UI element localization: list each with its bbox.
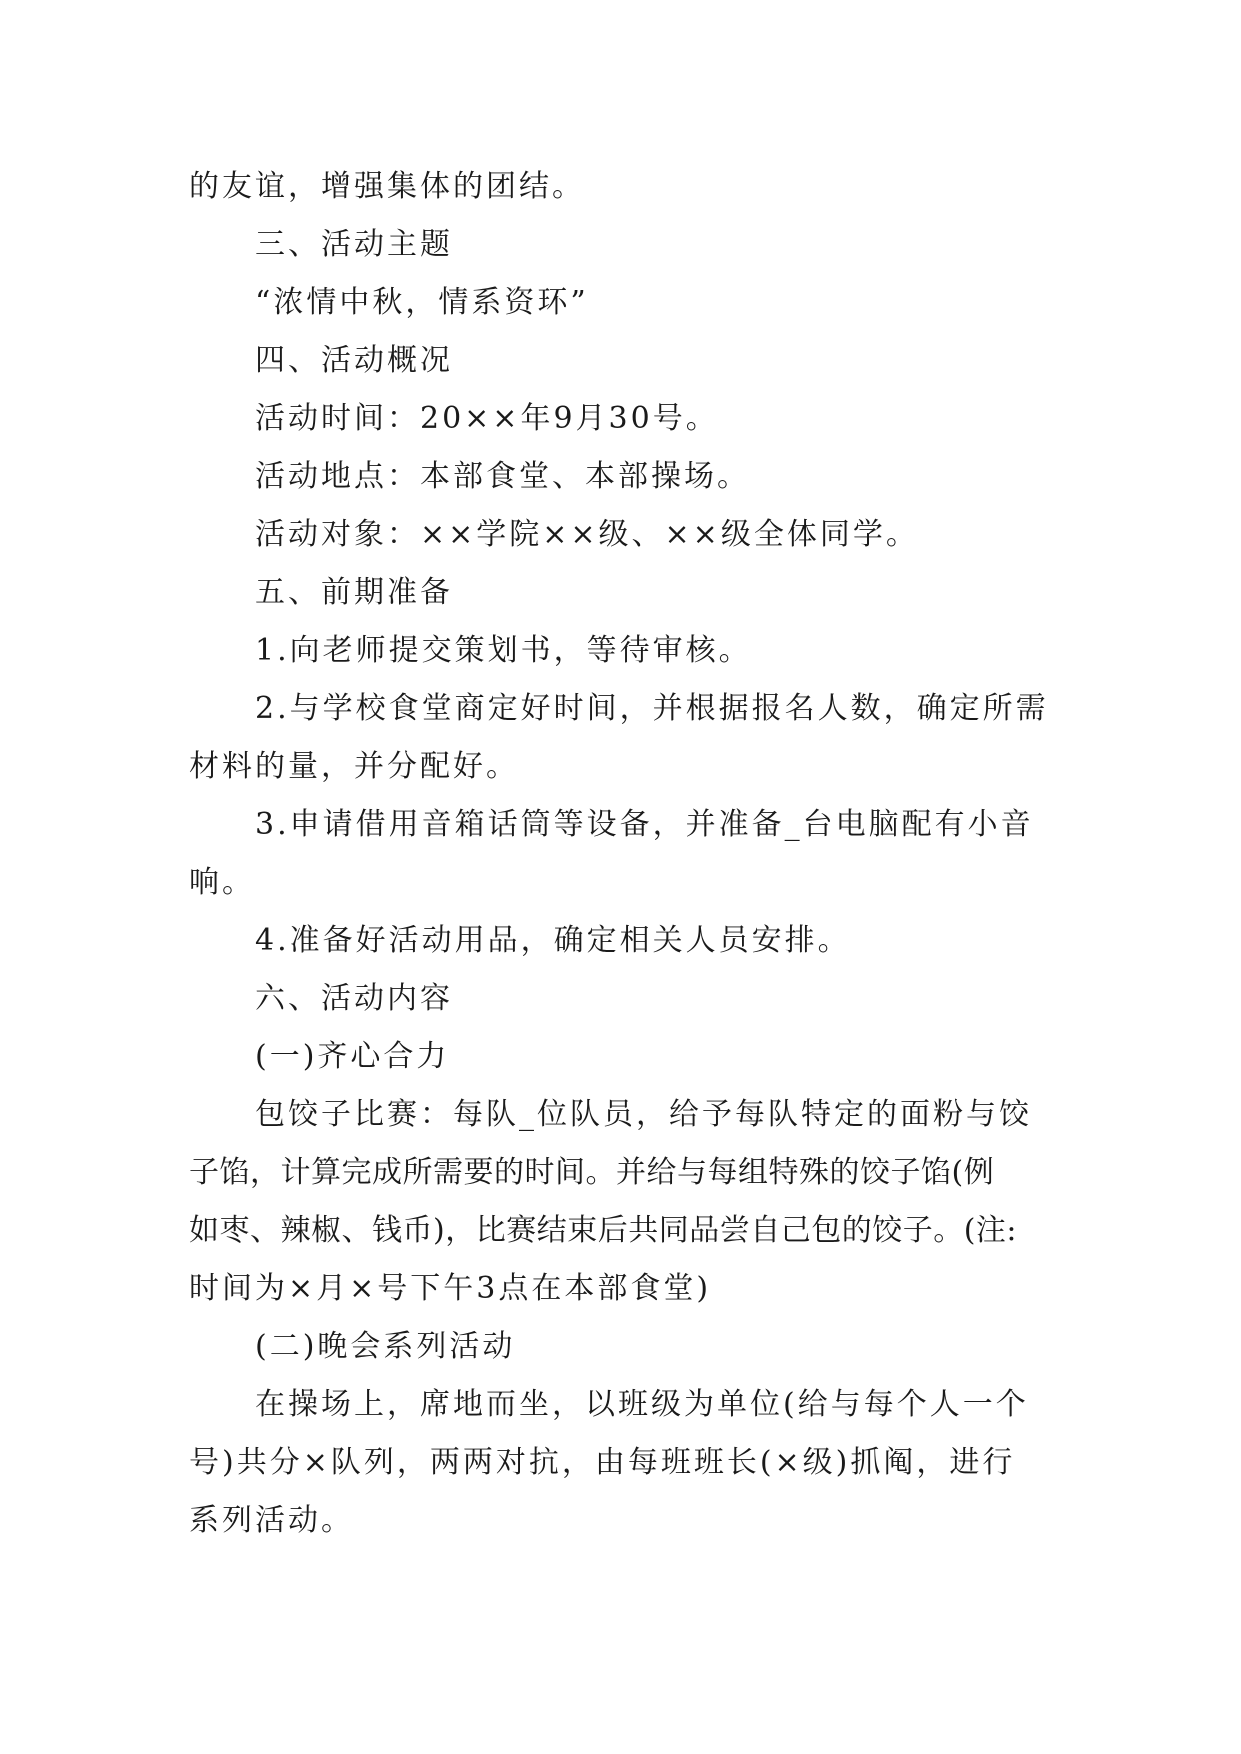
paragraph-line: 活动时间：20××年9月30号。 [255, 401, 719, 436]
section-heading: 四、活动概况 [255, 343, 453, 378]
list-item: 1.向老师提交策划书，等待审核。 [255, 633, 752, 668]
paragraph-line: 系列活动。 [189, 1503, 354, 1538]
paragraph-line: 活动地点：本部食堂、本部操场。 [255, 459, 750, 494]
document-body [189, 158, 1053, 1550]
paragraph-line: 如枣、辣椒、钱币)，比赛结束后共同品尝自己包的饺子。(注: [189, 1213, 1018, 1248]
paragraph-line: 时间为×月×号下午3点在本部食堂) [189, 1271, 712, 1306]
list-item: 2.与学校食堂商定好时间，并根据报名人数，确定所需 [255, 691, 1049, 726]
paragraph-line: 材料的量，并分配好。 [189, 749, 519, 784]
paragraph-line: “浓情中秋，情系资环” [255, 285, 589, 320]
list-item: 3.申请借用音箱话筒等设备，并准备_台电脑配有小音 [255, 807, 1034, 842]
subsection-heading: (一)齐心合力 [255, 1039, 450, 1074]
section-heading: 六、活动内容 [255, 981, 453, 1016]
paragraph-line: 子馅，计算完成所需要的时间。并给与每组特殊的饺子馅(例 [189, 1155, 995, 1190]
paragraph-line: 响。 [189, 865, 255, 900]
list-item: 4.准备好活动用品，确定相关人员安排。 [255, 923, 851, 958]
paragraph-line: 的友谊，增强集体的团结。 [189, 169, 585, 204]
paragraph-line: 号)共分×队列，两两对抗，由每班班长(×级)抓阄，进行 [189, 1445, 1016, 1480]
subsection-heading: (二)晚会系列活动 [255, 1329, 516, 1364]
paragraph-line: 包饺子比赛：每队_位队员，给予每队特定的面粉与饺 [255, 1097, 1032, 1132]
section-heading: 五、前期准备 [255, 575, 453, 610]
paragraph-line: 活动对象：××学院××级、××级全体同学。 [255, 517, 919, 552]
paragraph-line: 在操场上，席地而坐，以班级为单位(给与每个人一个 [255, 1387, 1029, 1422]
section-heading: 三、活动主题 [255, 227, 453, 262]
